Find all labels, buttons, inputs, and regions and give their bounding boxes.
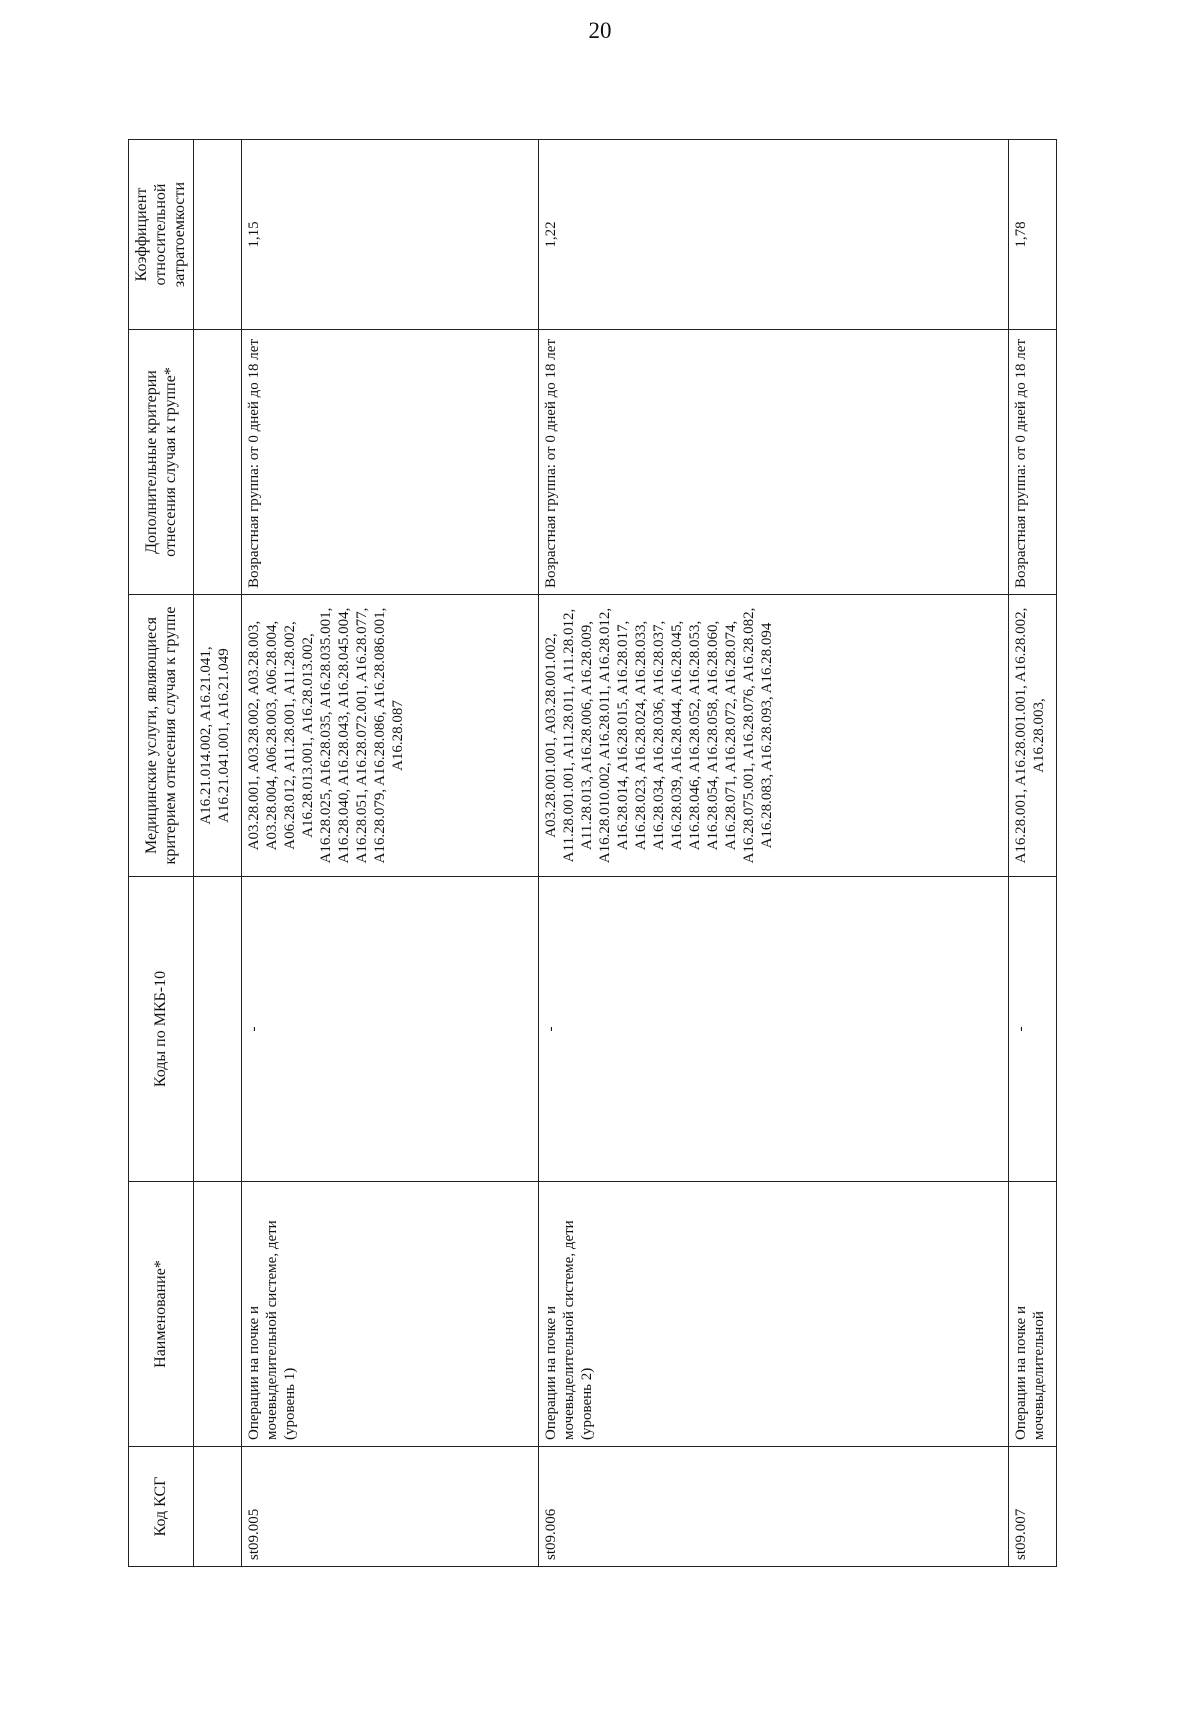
cell-code: st09.005 xyxy=(241,1447,538,1567)
table-row xyxy=(241,140,538,1567)
header-criteria: Дополнительные критерии отнесения случая к группе* xyxy=(129,330,194,595)
cell-coef xyxy=(193,140,241,330)
cell-icd xyxy=(193,877,241,1182)
cell-name: Операции на почке и мочевыделительной системе, дети (уровень 2) xyxy=(538,1182,1008,1447)
ksg-table xyxy=(128,139,1057,1567)
cell-services: A03.28.001, A03.28.002, A03.28.003, A03.28.004, A06.28.003, A06.28.004, A06.28.012, A11.28.001, A11.28.002, A16.28.013.001, A16.28.013.002, A16.28.025, A16.28.035, A16.28.035.001, A16.28.040, A16.28.043, A16.28.045.004, A16.28.051, A16.28.072.001, A16.28.077, A16.28.079, A16.28.086, A16.28.086.001, A16.28.087 xyxy=(241,595,538,877)
cell-services: A03.28.001.001, A03.28.001.002, A11.28.001.001, A11.28.011, A11.28.012, A11.28.013, A16.28.006, A16.28.009, A16.28.010.002, A16.28.011, A16.28.012, A16.28.014, A16.28.015, A16.28.017, A16.28.023, A16.28.024, A16.28.033, A16.28.034, A16.28.036, A16.28.037, A16.28.039, A16.28.044, A16.28.045, A16.28.046, A16.28.052, A16.28.053, A16.28.054, A16.28.058, A16.28.060, A16.28.071, A16.28.072, A16.28.074, A16.28.075.001, A16.28.076, A16.28.082, A16.28.083, A16.28.093, A16.28.094 xyxy=(538,595,1008,877)
table-row xyxy=(1008,140,1056,1567)
table-row xyxy=(538,140,1008,1567)
cell-services: A16.21.014.002, A16.21.041, A16.21.041.001, A16.21.049 xyxy=(193,595,241,877)
header-icd: Коды по МКБ-10 xyxy=(129,877,194,1182)
cell-name xyxy=(193,1182,241,1447)
cell-icd: - xyxy=(1008,877,1056,1182)
cell-services: A16.28.001, A16.28.001.001, A16.28.002, A16.28.003, xyxy=(1008,595,1056,877)
cell-coef: 1,15 xyxy=(241,140,538,330)
header-code: Код КСГ xyxy=(129,1447,194,1567)
header-services: Медицинские услуги, являющиеся критерием отнесения случая к группе xyxy=(129,595,194,877)
cell-criteria: Возрастная группа: от 0 дней до 18 лет xyxy=(538,330,1008,595)
cell-icd: - xyxy=(538,877,1008,1182)
cell-criteria xyxy=(193,330,241,595)
header-coef: Коэффициент относительной затратоемкости xyxy=(129,140,194,330)
cell-name: Операции на почке и мочевыделительной системе, дети (уровень 1) xyxy=(241,1182,538,1447)
cell-criteria: Возрастная группа: от 0 дней до 18 лет xyxy=(241,330,538,595)
cell-criteria: Возрастная группа: от 0 дней до 18 лет xyxy=(1008,330,1056,595)
cell-code: st09.007 xyxy=(1008,1447,1056,1567)
page-number: 20 xyxy=(588,18,612,43)
cell-icd: - xyxy=(241,877,538,1182)
table-row-continuation xyxy=(193,140,241,1567)
table-header-row xyxy=(129,140,194,1567)
cell-name: Операции на почке и мочевыделительной xyxy=(1008,1182,1056,1447)
cell-coef: 1,78 xyxy=(1008,140,1056,330)
rotated-table-container xyxy=(128,140,1055,1567)
cell-code xyxy=(193,1447,241,1567)
header-name: Наименование* xyxy=(129,1182,194,1447)
cell-coef: 1,22 xyxy=(538,140,1008,330)
cell-code: st09.006 xyxy=(538,1447,1008,1567)
